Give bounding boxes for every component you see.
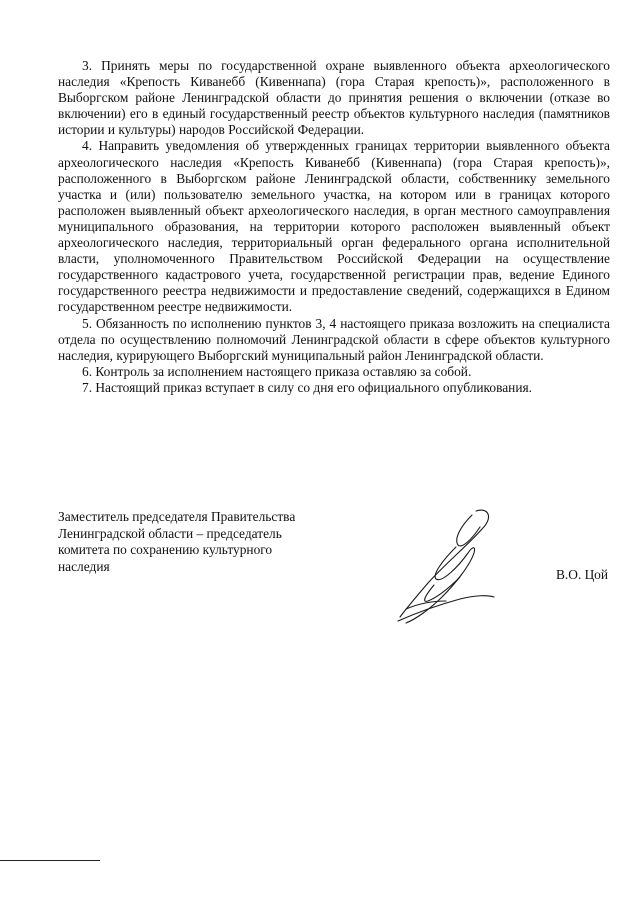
position-line: Заместитель председателя Правительства xyxy=(58,509,296,524)
signatory-position xyxy=(58,509,338,575)
paragraph-3: 3. Принять меры по государственной охране выявленного объекта археологического наследия «Крепость Киванебб (Кивеннапа) (гора Старая крепость)», расположенного в Выборгском районе Ленинградской области до принятия решения о включении (отказе во включении) его в единый государственный реестр объектов культурного наследия (памятников истории и культуры) народов Российской Федерации. xyxy=(58,58,610,138)
position-line: наследия xyxy=(58,558,110,574)
paragraph-7: 7. Настоящий приказ вступает в силу со дня его официального опубликования. xyxy=(82,379,532,395)
position-line: комитета по сохранению культурного xyxy=(58,542,273,557)
paragraph-5: 5. Обязанность по исполнению пунктов 3, 4 настоящего приказа возложить на специалиста отдела по осуществлению полномочий Ленинградской области в сфере объектов культурного наследия, курирующего Выборгский муниципальный район Ленинградской области. xyxy=(58,315,610,363)
signatory-name: В.О. Цой xyxy=(556,567,608,582)
paragraph-4: 4. Направить уведомления об утвержденных границах территории выявленного объекта археологического наследия «Крепость Киванебб (Кивеннапа) (гора Старая крепость)», расположенного в Выборгском районе Ленинградской области, собственнику земельного участка и (или) пользователю земельного участка, на котором или в границах которого расположен выявленный объект археологического наследия, в орган местного самоуправления муниципального образования, на территории которого расположен выявленный объект археологического наследия, территориальный орган федерального органа исполнительной власти, уполномоченного Правительством Российской Федерации на осуществление государственного кадастрового учета, государственной регистрации прав, ведение Единого государственного реестра недвижимости и предоставление сведений, содержащихся в Едином государственном реестре недвижимости. xyxy=(58,138,610,315)
signature-block xyxy=(58,509,610,629)
paragraph-6: 6. Контроль за исполнением настоящего приказа оставляю за собой. xyxy=(82,363,472,379)
handwritten-signature xyxy=(376,505,516,635)
position-line: Ленинградской области – председатель xyxy=(58,525,282,541)
order-body xyxy=(58,58,610,396)
footer-divider xyxy=(0,860,100,861)
